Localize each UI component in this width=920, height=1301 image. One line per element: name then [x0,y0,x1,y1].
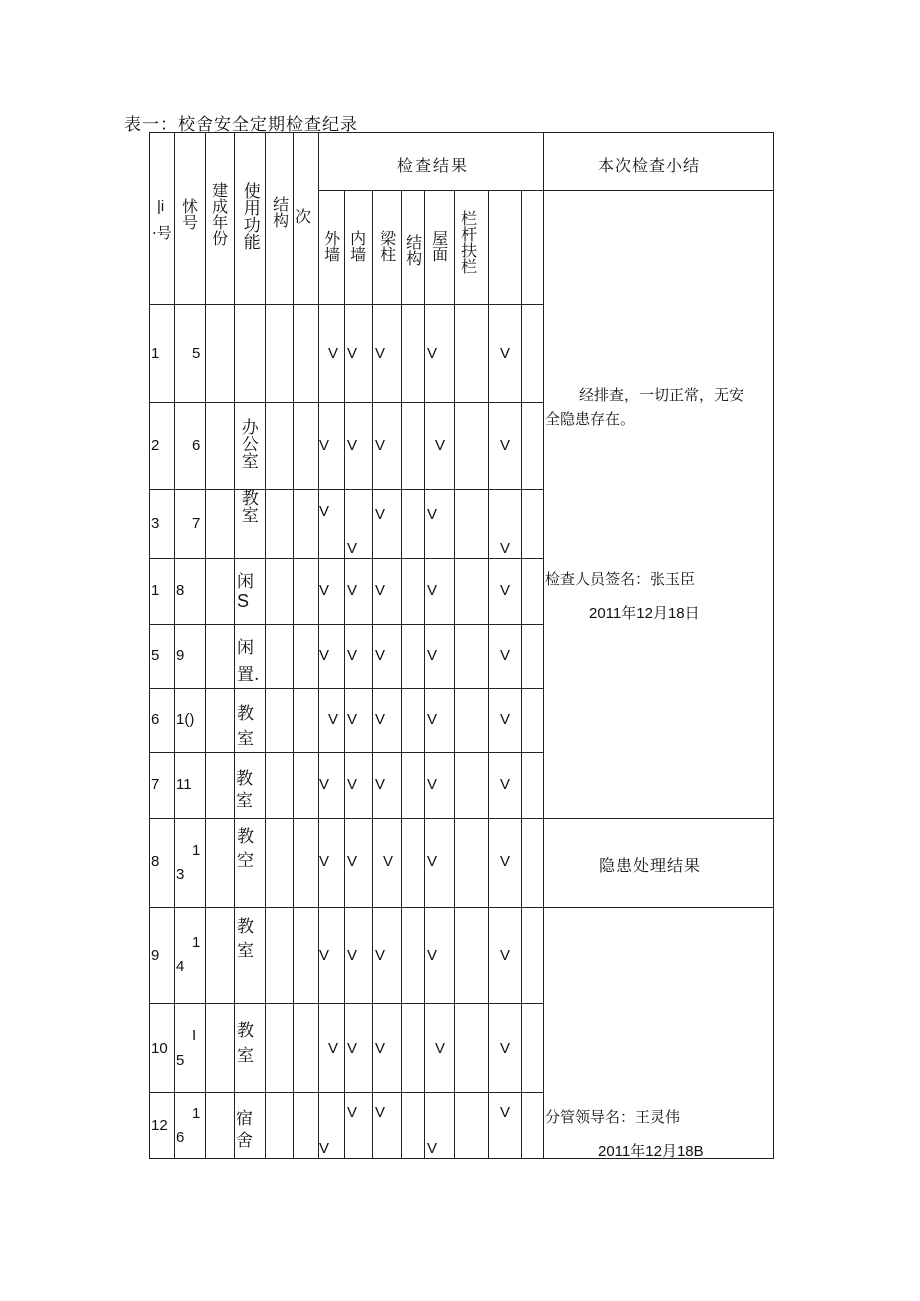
row2-seq: 2 [151,437,160,454]
row6-mark-outer: V [328,711,339,728]
row10-building-no-b: 5 [176,1052,185,1069]
row5-usage-a: 闲 [237,638,254,658]
header-building-no: 怵号 [179,198,199,230]
row5-mark-outer: V [319,647,330,664]
row11-mark-extra: V [500,1104,511,1121]
row2-mark-beam: V [375,437,386,454]
row8-mark-extra: V [500,853,511,870]
row9-usage-a: 教 [237,917,254,937]
header-railing: 栏杆扶栏 [458,210,478,274]
row2-mark-outer: V [319,437,330,454]
row3-mark-inner: V [347,540,358,557]
row8-usage-b: 空 [237,851,254,871]
leader-signature: 分管领导名：王灵伟 [545,1108,681,1126]
header-seq-a: |i [157,198,165,215]
row7-mark-beam: V [375,776,386,793]
row9-seq: 9 [151,947,160,964]
row11-usage-b: 舍 [236,1131,253,1151]
row11-building-no-a: 1 [192,1105,201,1122]
row9-building-no-a: 1 [192,934,201,951]
row6-seq: 6 [151,711,160,728]
row11-usage-a: 宿 [236,1109,253,1129]
row4-mark-extra: V [500,582,511,599]
row7-seq: 7 [151,776,160,793]
row1-mark-beam: V [375,345,386,362]
row5-seq: 5 [151,647,160,664]
row11-mark-beam: V [375,1104,386,1121]
row9-mark-inner: V [347,947,358,964]
row4-usage-a: 闲 [237,572,254,592]
header-beam-column: 梁柱 [377,230,397,262]
row2-building-no: 6 [192,437,201,454]
row7-mark-roof: V [427,776,438,793]
row2-mark-extra: V [500,437,511,454]
row11-mark-inner: V [347,1104,358,1121]
row3-mark-outer: V [319,503,330,520]
row10-mark-extra: V [500,1040,511,1057]
header-inspection-results: 检查结果 [397,156,470,175]
row10-usage-a: 教 [237,1021,254,1041]
row8-mark-roof: V [427,853,438,870]
summary-inspector-date: 2011年12月18日 [589,605,700,622]
row3-mark-roof: V [427,506,438,523]
row2-usage: 办公室 [237,418,258,469]
row3-mark-beam: V [375,506,386,523]
row9-mark-extra: V [500,947,511,964]
row9-usage-b: 室 [237,941,254,961]
row9-building-no-b: 4 [176,958,185,975]
row8-seq: 8 [151,853,160,870]
row8-building-no-b: 3 [176,866,185,883]
hazard-handling-title: 隐患处理结果 [599,856,702,875]
summary-inspector-signature: 检查人员签名：张玉臣 [545,570,696,588]
row1-mark-outer: V [328,345,339,362]
row5-mark-roof: V [427,647,438,664]
row2-mark-inner: V [347,437,358,454]
row1-mark-inner: V [347,345,358,362]
header-seq-b: ·号 [152,224,172,242]
row3-usage: 教室 [237,489,258,523]
row10-seq: 10 [151,1040,168,1057]
row10-mark-outer: V [328,1040,339,1057]
row7-mark-inner: V [347,776,358,793]
row9-mark-roof: V [427,947,438,964]
row1-building-no: 5 [192,345,201,362]
row6-mark-roof: V [427,711,438,728]
row6-building-no: 1() [176,711,195,728]
header-structure: 结构 [270,196,290,228]
row6-mark-beam: V [375,711,386,728]
row5-mark-inner: V [347,647,358,664]
row6-usage-b: 室 [237,729,254,749]
row8-mark-outer: V [319,853,330,870]
row7-usage-a: 教 [236,769,253,789]
row3-building-no: 7 [192,515,201,532]
header-year-built: 建成年份 [209,182,229,246]
row4-mark-beam: V [375,582,386,599]
row5-usage-b: 置. [237,665,260,685]
row9-mark-outer: V [319,947,330,964]
row7-usage-b: 室 [236,791,253,811]
row4-mark-outer: V [319,582,330,599]
row11-mark-outer: V [319,1140,330,1157]
row8-building-no-a: 1 [192,842,201,859]
header-inner-wall: 内墙 [347,230,367,262]
header-structure2: 结构 [403,234,423,266]
row5-mark-extra: V [500,647,511,664]
header-roof: 屋面 [429,230,449,262]
row10-building-no-a: I [192,1027,197,1044]
header-times: 次 [295,207,312,226]
row3-seq: 3 [151,515,160,532]
row4-building-no: 8 [176,582,185,599]
row4-usage-b: S [237,591,250,611]
header-usage: 使用功能 [239,182,260,250]
row1-seq: 1 [151,345,160,362]
row11-seq: 12 [151,1117,168,1134]
row8-usage-a: 教 [237,827,254,847]
row1-mark-extra: V [500,345,511,362]
row10-mark-inner: V [347,1040,358,1057]
row3-mark-extra: V [500,540,511,557]
row7-mark-extra: V [500,776,511,793]
row5-mark-beam: V [375,647,386,664]
row10-mark-roof: V [435,1040,446,1057]
leader-date: 2011年12月18B [598,1143,704,1160]
row1-mark-roof: V [427,345,438,362]
row10-mark-beam: V [375,1040,386,1057]
row11-building-no-b: 6 [176,1129,185,1146]
header-summary: 本次检查小结 [598,156,701,175]
row7-building-no: 11 [176,776,192,793]
row4-mark-roof: V [427,582,438,599]
row10-usage-b: 室 [237,1046,254,1066]
row4-mark-inner: V [347,582,358,599]
row7-mark-outer: V [319,776,330,793]
summary-text-line2: 全隐患存在。 [545,410,636,428]
row2-mark-roof: V [435,437,446,454]
row9-mark-beam: V [375,947,386,964]
row6-mark-inner: V [347,711,358,728]
summary-text-line1: 经排查，一切正常，无安 [579,386,745,404]
row4-seq: 1 [151,582,160,599]
row8-mark-inner: V [347,853,358,870]
row8-mark-beam: V [383,853,394,870]
header-outer-wall: 外墙 [321,230,341,262]
row6-usage-a: 教 [237,704,254,724]
row6-mark-extra: V [500,711,511,728]
table-caption: 表一：校舍安全定期检查纪录 [124,115,358,135]
row11-mark-roof: V [427,1140,438,1157]
row5-building-no: 9 [176,647,185,664]
